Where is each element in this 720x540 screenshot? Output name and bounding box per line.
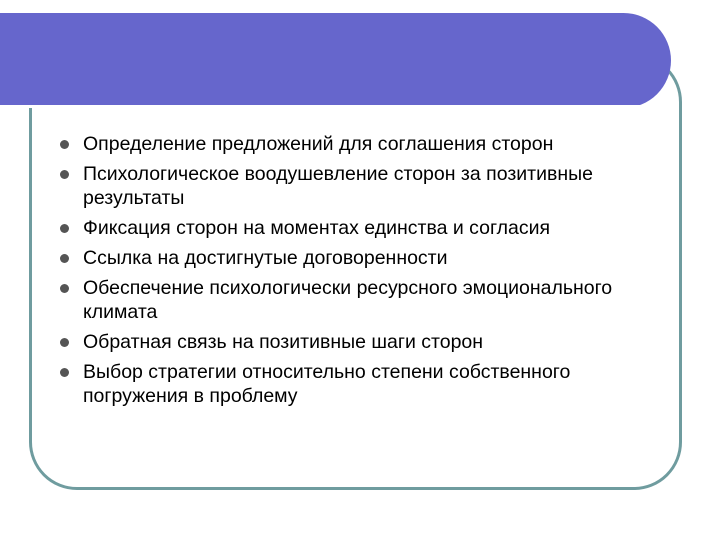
list-item xyxy=(58,132,668,156)
list-item xyxy=(58,330,668,354)
list-item-text: Обратная связь на позитивные шаги сторон xyxy=(83,331,484,353)
bullet-icon xyxy=(60,368,69,377)
bullet-list xyxy=(58,132,668,414)
list-item xyxy=(58,162,668,210)
list-item xyxy=(58,276,668,324)
list-item-text: Ссылка на достигнутые договоренности xyxy=(83,247,448,269)
bullet-icon xyxy=(60,254,69,263)
bullet-icon xyxy=(60,140,69,149)
banner-divider-line xyxy=(0,105,640,108)
list-item-text: Фиксация сторон на моментах единства и согласия xyxy=(83,217,551,239)
list-item-text: Обеспечение психологически ресурсного эмоционального климата xyxy=(83,277,613,323)
bullet-icon xyxy=(60,170,69,179)
bullet-icon xyxy=(60,338,69,347)
title-banner xyxy=(0,13,671,108)
list-item-text: Выбор стратегии относительно степени собственного погружения в проблему xyxy=(83,361,571,407)
bullet-icon xyxy=(60,224,69,233)
list-item xyxy=(58,360,668,408)
list-item xyxy=(58,216,668,240)
list-item-text: Определение предложений для соглашения сторон xyxy=(83,133,554,155)
list-item-text: Психологическое воодушевление сторон за позитивные результаты xyxy=(83,163,593,209)
list-item xyxy=(58,246,668,270)
bullet-icon xyxy=(60,284,69,293)
